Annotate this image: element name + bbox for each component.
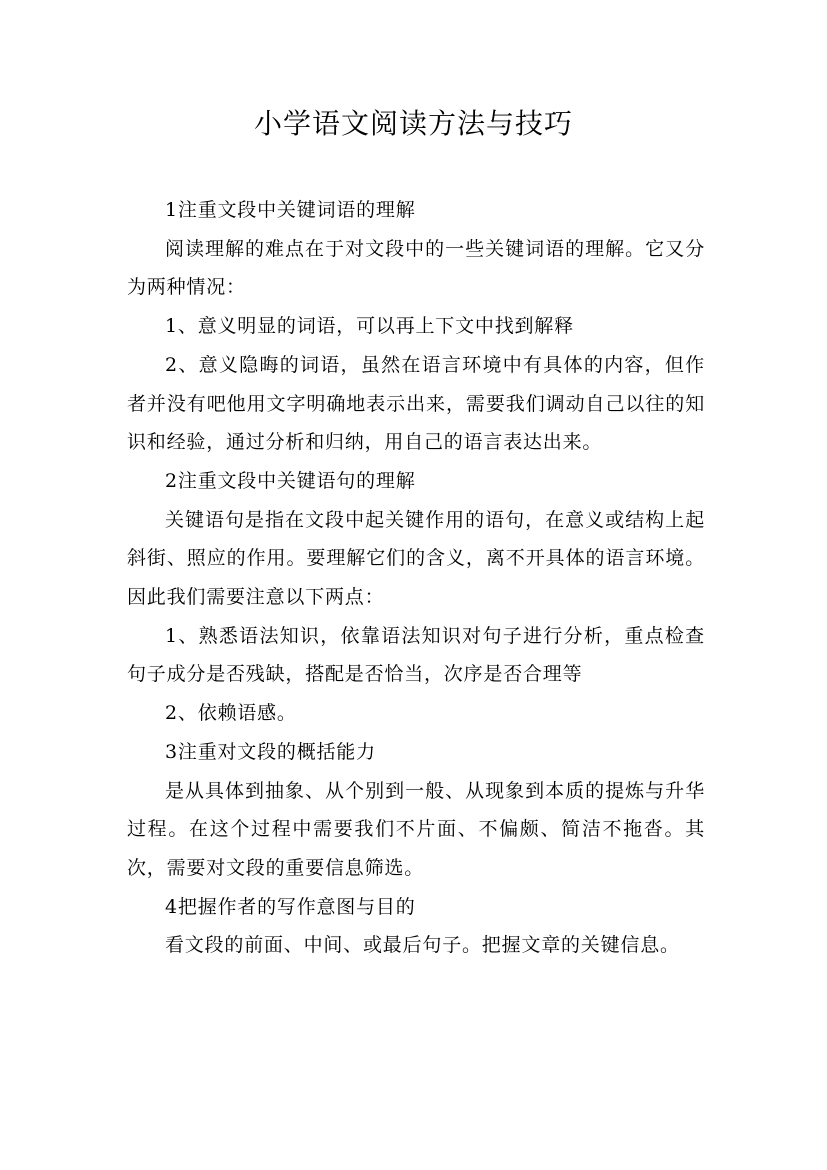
paragraph: 阅读理解的难点在于对文段中的一些关键词语的理解。它又分为两种情况： <box>127 237 705 299</box>
section-heading-4: 4把握作者的写作意图与目的 <box>165 895 416 918</box>
section-heading-2: 2注重文段中关键语句的理解 <box>165 469 416 492</box>
document-title: 小学语文阅读方法与技巧 <box>253 107 573 140</box>
paragraph: 是从具体到抽象、从个别到一般、从现象到本质的提炼与升华过程。在这个过程中需要我们不片面、不偏颇、简洁不拖沓。其次，需要对文段的重要信息筛选。 <box>127 779 705 879</box>
list-item: 2、依赖语感。 <box>165 702 297 725</box>
section-heading-1: 1注重文段中关键词语的理解 <box>165 199 416 221</box>
list-item: 2、意义隐晦的词语，虽然在语言环境中有具体的内容，但作者并没有吧他用文字明确地表示出来，需要我们调动自己以往的知识和经验，通过分析和归纳，用自己的语言表达出来。 <box>127 353 705 454</box>
paragraph: 关键语句是指在文段中起关键作用的语句，在意义或结构上起斜街、照应的作用。要理解它们的含义，离不开具体的语言环境。因此我们需要注意以下两点： <box>127 508 705 609</box>
list-item: 1、意义明显的词语，可以再上下文中找到解释 <box>165 315 574 338</box>
list-item: 1、熟悉语法知识，依靠语法知识对句子进行分析，重点检查句子成分是否残缺，搭配是否恰当，次序是否合理等 <box>127 624 705 686</box>
paragraph: 看文段的前面、中间、或最后句子。把握文章的关键信息。 <box>165 934 680 957</box>
document-body <box>127 191 705 965</box>
section-heading-3: 3注重对文段的概括能力 <box>165 740 376 763</box>
